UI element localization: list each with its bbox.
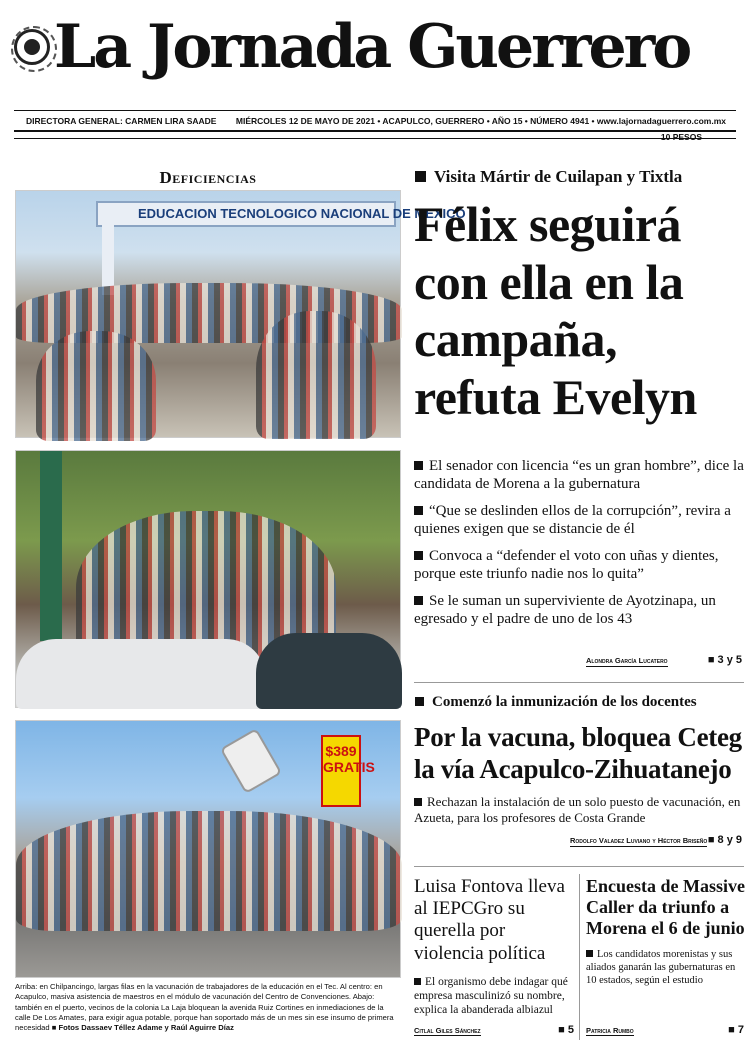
newspaper-title: La Jornada Guerrero xyxy=(54,12,690,82)
lead-subhead: Convoca a “defender el voto con uñas y dientes, porque este triunfo nadie nos lo quita” xyxy=(414,548,719,582)
story-divider xyxy=(414,866,744,867)
story2-pages: ■ 8 y 9 xyxy=(707,834,742,846)
crowd-foreground xyxy=(36,331,156,441)
date-issue: MIÉRCOLES 12 DE MAYO DE 2021 • ACAPULCO, GUERRERO • AÑO 15 • NÚMERO 4941 • www.lajornadaguerrero.com.mx xyxy=(235,116,726,126)
story2-subhead: Rechazan la instalación de un solo puesto de vacunación, en Azueta, para los profesores de Costa Grande xyxy=(414,794,741,825)
white-car xyxy=(16,639,266,709)
story3-headline: Luisa Fontova lleva al IEPCGro su querella por violencia política xyxy=(414,876,565,964)
photo-acapulco-queue xyxy=(15,450,401,708)
story4-byline xyxy=(586,1024,744,1038)
lead-subhead: El senador con licencia “es un gran hombre”, dice la candidata de Morena a la gubernatura xyxy=(414,458,744,492)
photo-la-laja-blockade xyxy=(15,720,401,978)
photo-caption: Arriba: en Chilpancingo, largas filas en la vacunación de trabajadores de la educación en el Tec. Al centro: en Acapulco, masiva asistencia de maestros en el módulo de vacunación del Centro de Convenciones. Abajo: también en el puerto, vecinos de la colonia La Laja bloquean la avenida Ruiz Cortines en inmediaciones de la calle De Los Amates, para exigir agua potable, porque han soportado más de un mes sin ese insumo de primera necesidad ■ Fotos Dassaev Téllez Adame y Raúl Aguirre Díaz xyxy=(15,982,394,1032)
column-divider xyxy=(579,874,580,1040)
protest-crowd xyxy=(16,811,402,931)
square-bullet-icon xyxy=(414,506,423,515)
lead-kicker xyxy=(415,167,682,187)
story3-byline xyxy=(414,1024,574,1038)
photo-section-label: Deficiencias xyxy=(159,168,257,187)
story3-author: Citlal Giles Sánchez xyxy=(414,1026,481,1035)
price-sign: $389 GRATIS xyxy=(321,735,361,807)
gate-pillar xyxy=(102,225,114,295)
square-bullet-icon xyxy=(414,551,423,560)
lead-subhead: Se le suman un superviviente de Ayotzinapa, un egresado y el padre de uno de los 43 xyxy=(414,593,716,627)
lead-pages: ■ 3 y 5 xyxy=(707,654,742,666)
price-label: 10 PESOS xyxy=(660,132,702,142)
story3-pages: ■ 5 xyxy=(558,1024,574,1036)
lead-headline: Félix seguirá con ella en la campaña, refuta Evelyn xyxy=(414,196,697,425)
lead-subhead: “Que se deslinden ellos de la corrupción”, revira a quienes exigen que se distancie de él xyxy=(414,503,731,537)
gate-sign: EDUCACION TECNOLOGICO NACIONAL DE MEXICO xyxy=(96,201,396,227)
caption-credit: Fotos Dassaev Téllez Adame y Raúl Aguirre Díaz xyxy=(58,1023,234,1032)
story4-pages: ■ 7 xyxy=(728,1024,744,1036)
crowd-foreground-right xyxy=(256,311,376,439)
green-post xyxy=(40,451,62,641)
dateline-rule xyxy=(14,130,736,132)
lead-author: Alondra García Lucatero xyxy=(586,656,668,665)
caption-text: Arriba: en Chilpancingo, largas filas en la vacunación de trabajadores de la educación en el Tec. Al centro: en Acapulco, masiva asistencia de maestros en el módulo de vacunación del Centro de Convenciones. Abajo: también en el puerto, vecinos de la colonia La Laja bloquean la avenida Ruiz Cortines en inmediaciones de la calle De Los Amates, para exigir agua potable, porque han soportado más de un mes sin ese insumo de primera necesidad xyxy=(15,982,394,1032)
story4-headline: Encuesta de Massive Caller da triunfo a Morena el 6 de junio xyxy=(586,876,745,939)
director-credit: DIRECTORA GENERAL: CARMEN LIRA SAADE xyxy=(26,116,217,126)
square-bullet-icon xyxy=(414,798,422,806)
square-bullet-icon xyxy=(414,461,423,470)
story3-deck: El organismo debe indagar qué empresa masculinizó su nombre, explica la abanderada albiazul xyxy=(414,975,568,1016)
square-bullet-icon xyxy=(414,978,421,985)
square-bullet-icon xyxy=(415,171,426,182)
story3 xyxy=(414,876,574,1017)
photo-chilpancingo-line xyxy=(15,190,466,438)
masthead xyxy=(14,4,736,90)
dateline-rule-2 xyxy=(14,138,736,139)
dateline-bar xyxy=(26,116,726,130)
story2-byline xyxy=(570,834,744,848)
header-rule xyxy=(14,110,736,111)
story4 xyxy=(586,876,746,988)
dark-car xyxy=(256,633,402,709)
story2-kicker-text: Comenzó la inmunización de los docentes xyxy=(432,694,697,710)
square-bullet-icon xyxy=(415,697,424,706)
lead-subheads xyxy=(414,457,744,637)
lead-kicker-text: Visita Mártir de Cuilapan y Tixtla xyxy=(434,167,683,186)
lead-byline xyxy=(586,654,744,668)
story-divider xyxy=(414,682,744,683)
square-bullet-icon xyxy=(414,596,423,605)
square-bullet-icon xyxy=(586,950,593,957)
bucket xyxy=(220,728,282,794)
story2-author: Rodolfo Valadez Luviano y Héctor Briseño xyxy=(570,836,708,845)
story4-author: Patricia Rumbo xyxy=(586,1026,634,1035)
story4-deck: Los candidatos morenistas y sus aliados ganarán las gubernaturas en 10 estados, según el estudio xyxy=(586,949,736,986)
story2-headline: Por la vacuna, bloquea Ceteg la vía Acapulco-Zihuatanejo xyxy=(414,722,742,784)
sun-logo-icon xyxy=(14,29,50,65)
story2-kicker xyxy=(415,694,697,711)
